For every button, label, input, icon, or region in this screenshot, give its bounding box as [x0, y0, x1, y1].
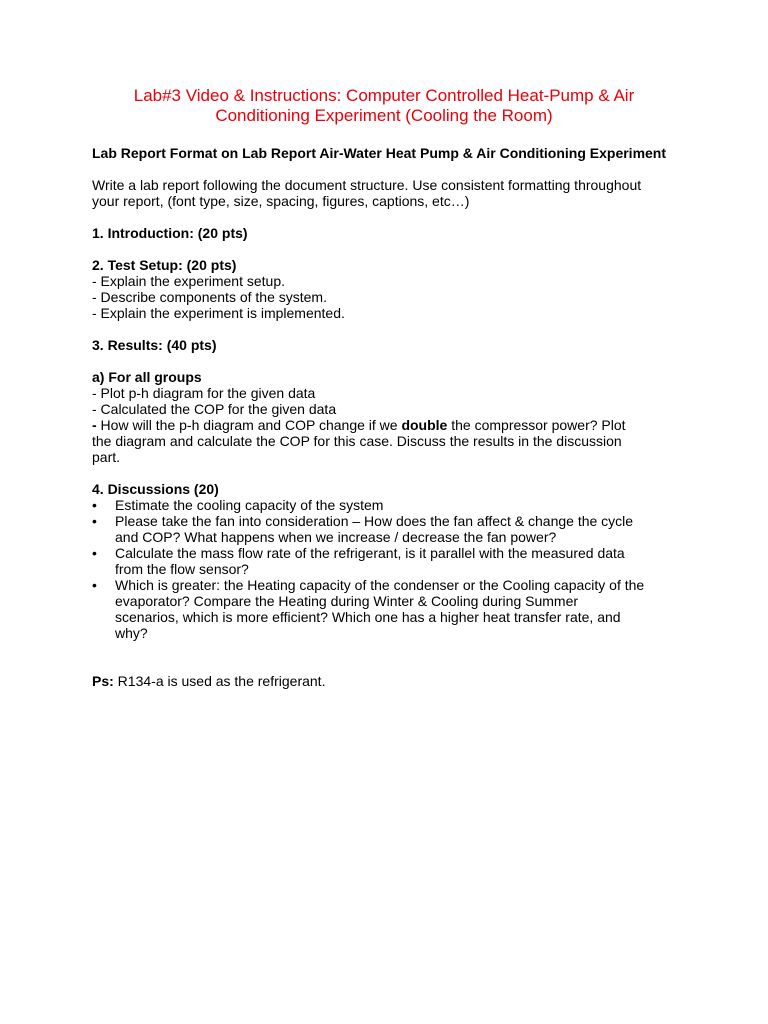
ps-note [92, 673, 692, 689]
list-item [92, 513, 692, 545]
section-introduction-heading: 1. Introduction: (20 pts) [92, 225, 248, 241]
list-item [92, 545, 692, 577]
ps-label: Ps: [92, 673, 114, 689]
results-subheading: a) For all groups [92, 369, 202, 385]
list-item [92, 577, 692, 641]
test-setup-item: - Explain the experiment is implemented. [92, 305, 345, 321]
bullet-line: Calculate the mass flow rate of the refrigerant, is it parallel with the measured data [115, 545, 625, 561]
title-line-2: Conditioning Experiment (Cooling the Room) [215, 106, 553, 125]
bullet-line: and COP? What happens when we increase / decrease the fan power? [115, 529, 557, 545]
bullet-line: Estimate the cooling capacity of the system [115, 497, 384, 513]
question-emphasis: double [401, 417, 448, 433]
bullet-icon: • [92, 513, 97, 529]
results-question [92, 417, 692, 465]
bullet-icon: • [92, 497, 97, 513]
bullet-line: why? [115, 625, 148, 641]
question-line-2: the diagram and calculate the COP for this case. Discuss the results in the discussion [92, 433, 622, 449]
question-text-after: the compressor power? Plot [447, 417, 626, 433]
discussions-list [92, 497, 692, 641]
bullet-line: evaporator? Compare the Heating during Winter & Cooling during Summer [115, 593, 579, 609]
results-item: - Calculated the COP for the given data [92, 401, 337, 417]
report-format-subtitle: Lab Report Format on Lab Report Air-Water Heat Pump & Air Conditioning Experiment [92, 145, 667, 161]
title-line-1: Lab#3 Video & Instructions: Computer Controlled Heat-Pump & Air [133, 86, 635, 105]
list-item [92, 497, 692, 513]
bullet-icon: • [92, 577, 97, 593]
section-results-heading: 3. Results: (40 pts) [92, 337, 217, 353]
bullet-line: scenarios, which is more efficient? Which one has a higher heat transfer rate, and [115, 609, 621, 625]
section-discussions-heading: 4. Discussions (20) [92, 481, 219, 497]
document-title [80, 86, 688, 126]
results-item: - Plot p-h diagram for the given data [92, 385, 316, 401]
question-dash: - [92, 417, 97, 433]
test-setup-item: - Describe components of the system. [92, 289, 327, 305]
intro-paragraph [92, 177, 692, 209]
bullet-icon: • [92, 545, 97, 561]
document-body [92, 145, 692, 689]
test-setup-item: - Explain the experiment setup. [92, 273, 285, 289]
intro-line-2: your report, (font type, size, spacing, figures, captions, etc…) [92, 193, 470, 209]
bullet-line: Please take the fan into consideration – How does the fan affect & change the cycle [115, 513, 634, 529]
question-text-before: How will the p-h diagram and COP change if we [96, 417, 402, 433]
bullet-line: Which is greater: the Heating capacity of the condenser or the Cooling capacity of the [115, 577, 645, 593]
bullet-line: from the flow sensor? [115, 561, 249, 577]
ps-text: R134-a is used as the refrigerant. [113, 673, 326, 689]
intro-line-1: Write a lab report following the document structure. Use consistent formatting throughout [92, 177, 642, 193]
question-line-3: part. [92, 449, 121, 465]
section-test-setup-heading: 2. Test Setup: (20 pts) [92, 257, 237, 273]
